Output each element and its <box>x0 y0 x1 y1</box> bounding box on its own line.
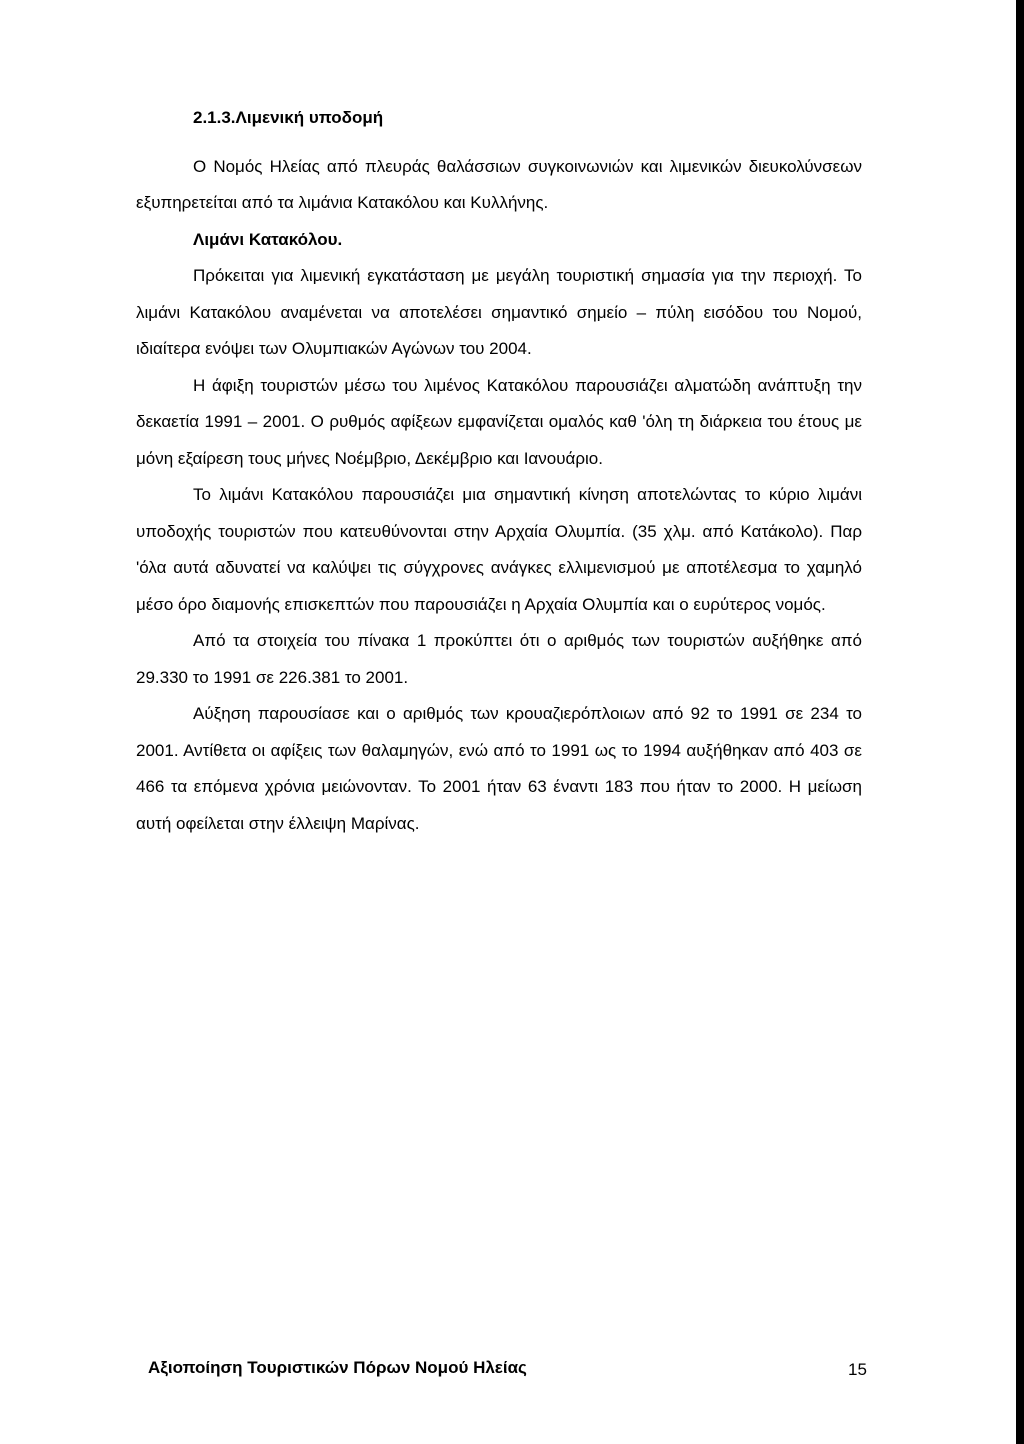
footer-title: Αξιοποίηση Τουριστικών Πόρων Νομού Ηλείας <box>148 1358 527 1377</box>
paragraph-4: Από τα στοιχεία του πίνακα 1 προκύπτει ότι ο αριθμός των τουριστών αυξήθηκε από 29.330 το 1991 σε 226.381 το 2001. <box>136 631 862 687</box>
page-border-right <box>1016 0 1024 1444</box>
section-heading: 2.1.3.Λιμενική υποδομή <box>193 108 384 127</box>
paragraph-2: Η άφιξη τουριστών μέσω του λιμένος Κατακόλου παρουσιάζει αλματώδη ανάπτυξη την δεκαετία 1991 – 2001. Ο ρυθμός αφίξεων εμφανίζεται ομαλός καθ 'όλη τη διάρκεια του έτους με μόνη εξαίρεση τους μήνες Νοέμβριο, Δεκέμβριο και Ιανουάριο. <box>136 375 862 468</box>
port-subheading: Λιμάνι Κατακόλου. <box>193 229 343 249</box>
paragraph-3: Το λιμάνι Κατακόλου παρουσιάζει μια σημαντική κίνηση αποτελώντας το κύριο λιμάνι υποδοχής τουριστών που κατευθύνονται στην Αρχαία Ολυμπία. (35 χλμ. από Κατάκολο). Παρ 'όλα αυτά αδυνατεί να καλύψει τις σύγχρονες ανάγκες ελλιμενισμού με αποτέλεσμα το χαμηλό μέσο όρο διαμονής επισκεπτών που παρουσιάζει η Αρχαία Ολυμπία και ο ευρύτερος νομός. <box>136 485 862 614</box>
paragraph-5: Αύξηση παρουσίασε και ο αριθμός των κρουαζιερόπλοιων από 92 το 1991 σε 234 το 2001. Αντίθετα οι αφίξεις των θαλαμηγών, ενώ από το 1991 ως το 1994 αυξήθηκαν από 403 σε 466 τα επόμενα χρόνια μειώνονταν. Το 2001 ήταν 63 έναντι 183 που ήταν το 2000. Η μείωση αυτή οφείλεται στην έλλειψη Μαρίνας. <box>136 704 862 833</box>
document-body <box>136 100 862 842</box>
page-number: 15 <box>848 1360 867 1379</box>
paragraph-1: Πρόκειται για λιμενική εγκατάσταση με μεγάλη τουριστική σημασία για την περιοχή. Το λιμάνι Κατακόλου αναμένεται να αποτελέσει σημαντικό σημείο – πύλη εισόδου του Νομού, ιδιαίτερα ενόψει των Ολυμπιακών Αγώνων του 2004. <box>136 266 862 358</box>
intro-paragraph: Ο Νομός Ηλείας από πλευράς θαλάσσιων συγκοινωνιών και λιμενικών διευκολύνσεων εξυπηρετείται από τα λιμάνια Κατακόλου και Κυλλήνης. <box>136 156 862 212</box>
